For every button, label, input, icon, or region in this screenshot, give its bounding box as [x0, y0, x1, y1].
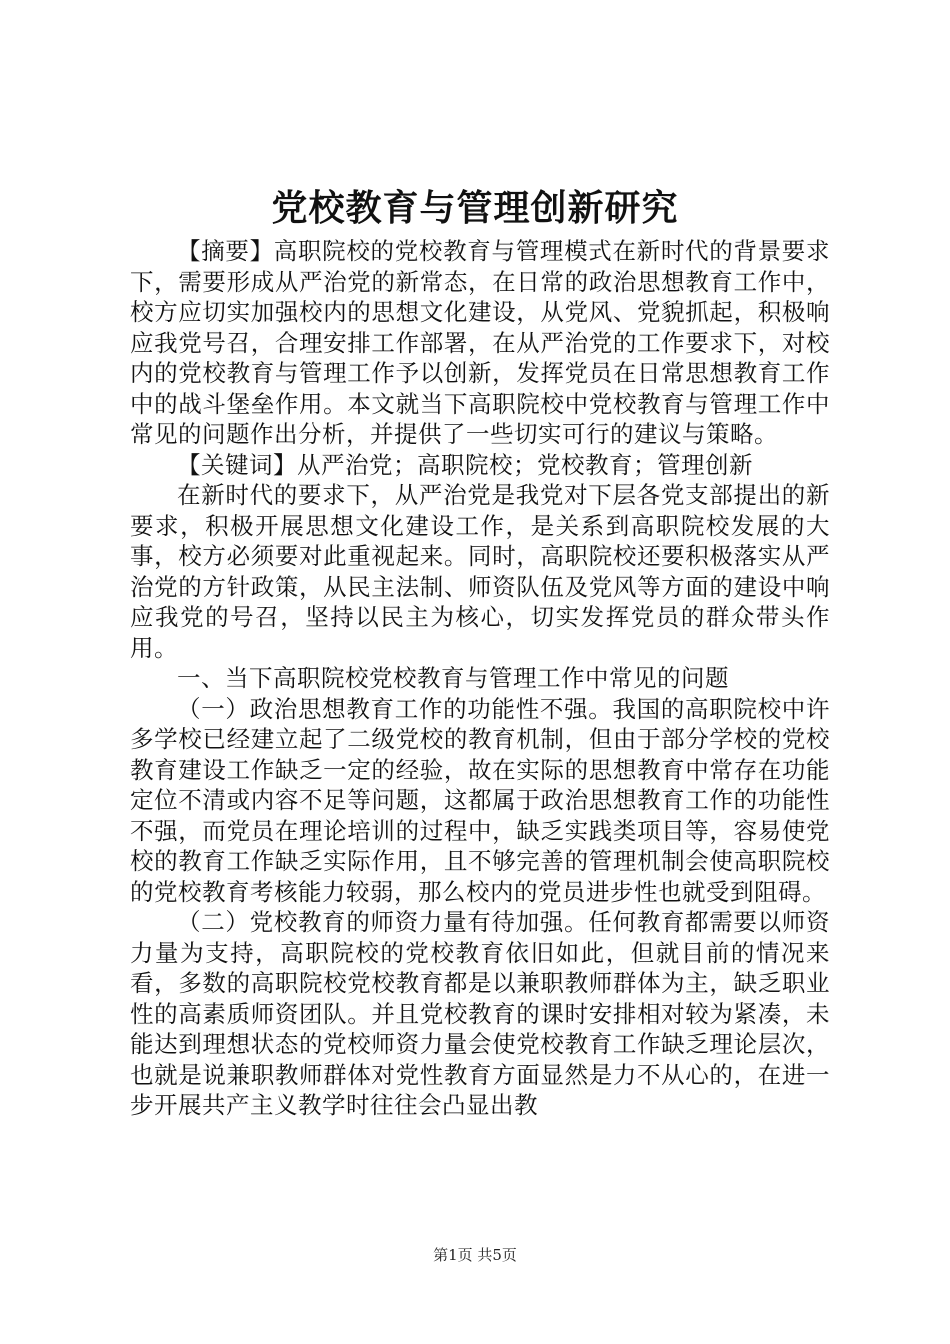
subsection-paragraph-2: （二）党校教育的师资力量有待加强。任何教育都需要以师资力量为支持，高职院校的党校教育依旧如此，但就目前的情况来看，多数的高职院校党校教育都是以兼职教师群体为主，缺乏职业性的高素质师资团队。并且党校教育的课时安排相对较为紧凑，未能达到理想状态的党校师资力量会使党校教育工作缺乏理论层次，也就是说兼职教师群体对党性教育方面显然是力不从心的，在进一步开展共产主义教学时往往会凸显出教 — [130, 908, 830, 1119]
document-body — [130, 236, 830, 1121]
abstract-paragraph: 【摘要】高职院校的党校教育与管理模式在新时代的背景要求下，需要形成从严治党的新常态，在日常的政治思想教育工作中，校方应切实加强校内的思想文化建设，从党风、党貌抓起，积极响应我党号召，合理安排工作部署，在从严治党的工作要求下，对校内的党校教育与管理工作予以创新，发挥党员在日常思想教育工作中的战斗堡垒作用。本文就当下高职院校中党校教育与管理工作中常见的问题作出分析，并提供了一些切实可行的建议与策略。 — [130, 237, 830, 448]
document-title: 党校教育与管理创新研究 — [271, 188, 679, 229]
page-number: 第1页 共5页 — [433, 1246, 517, 1264]
subsection-paragraph-1: （一）政治思想教育工作的功能性不强。我国的高职院校中许多学校已经建立起了二级党校的教育机制，但由于部分学校的党校教育建设工作缺乏一定的经验，故在实际的思想教育中常存在功能定位不清或内容不足等问题，这都属于政治思想教育工作的功能性不强，而党员在理论培训的过程中，缺乏实践类项目等，容易使党校的教育工作缺乏实际作用，且不够完善的管理机制会使高职院校的党校教育考核能力较弱，那么校内的党员进步性也就受到阻碍。 — [130, 694, 830, 906]
keywords-paragraph: 【关键词】从严治党；高职院校；党校教育；管理创新 — [177, 450, 753, 479]
section-heading: 一、当下高职院校党校教育与管理工作中常见的问题 — [177, 664, 729, 692]
intro-paragraph: 在新时代的要求下，从严治党是我党对下层各党支部提出的新要求，积极开展思想文化建设工作，是关系到高职院校发展的大事，校方必须要对此重视起来。同时，高职院校还要积极落实从严治党的方针政策，从民主法制、师资队伍及党风等方面的建设中响应我党的号召，坚持以民主为核心，切实发挥党员的群众带头作用。 — [130, 481, 830, 662]
